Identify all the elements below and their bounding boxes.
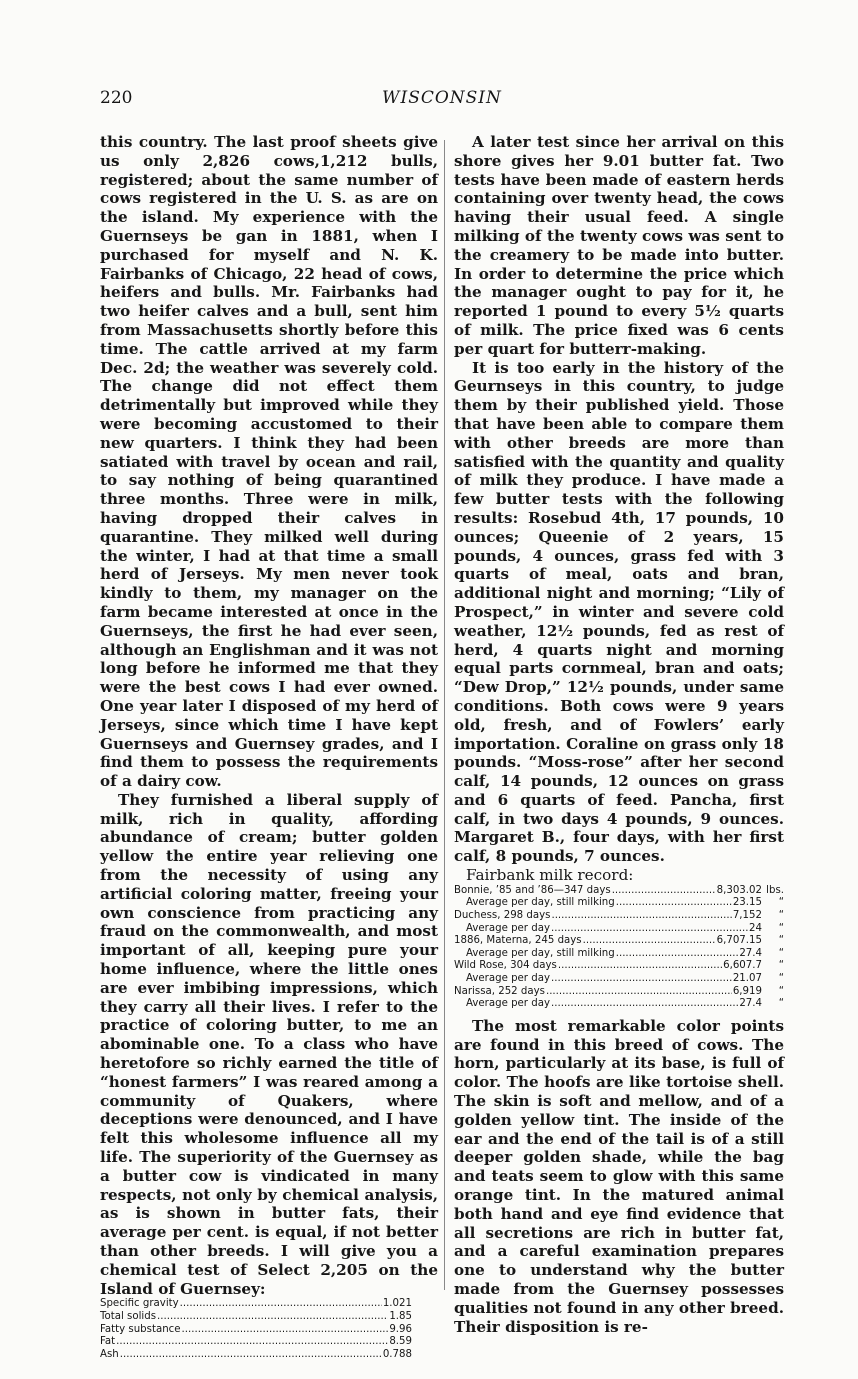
record-row xyxy=(454,986,784,999)
record-unit: “ xyxy=(778,998,784,1010)
record-unit: lbs. xyxy=(766,884,784,896)
record-unit: “ xyxy=(778,985,784,997)
record-label: 1886, Materna, 245 days xyxy=(454,935,582,947)
record-unit: “ xyxy=(778,947,784,959)
analysis-row xyxy=(100,1324,412,1337)
record-row xyxy=(454,923,784,936)
running-title: WISCONSIN xyxy=(382,88,502,108)
record-label: Bonnie, ’85 and ’86—347 days xyxy=(454,884,611,896)
record-value: 27.4 xyxy=(739,998,762,1010)
record-row xyxy=(454,897,784,910)
analysis-value: 9.96 xyxy=(389,1323,412,1335)
right-column xyxy=(454,133,784,1336)
chemical-analysis-table xyxy=(100,1298,412,1361)
analysis-label: Total solids xyxy=(100,1311,157,1322)
record-unit: “ xyxy=(778,910,784,922)
analysis-row xyxy=(100,1298,412,1311)
record-row xyxy=(454,973,784,986)
record-label: Duchess, 298 days xyxy=(454,910,551,922)
analysis-row xyxy=(100,1336,412,1349)
paragraph: It is too early in the history of the Geurnseys in this country, to judge them by their published yield. Those that have been able to compare them with other breeds are more than satisfied with the quantity and quality of milk they produce. I have made a few butter tests with the following results: Rosebud 4th, 17 pounds, 10 ounces; Queenie of 2 years, 15 pounds, 4 ounces, grass fed with 3 quarts of meal, oats and bran, additional night and morning; “Lily of Prospect,” in winter and severe cold weather, 12½ pounds, fed as rest of herd, 4 quarts night and morning equal parts cornmeal, bran and oats; “Dew Drop,” 12½ pounds, under same conditions. Both cows were 9 years old, fresh, and of Fowlers’ early importation. Coraline on grass only 18 pounds. “Moss-rose” after her second calf, 14 pounds, 12 ounces on grass and 6 quarts of feed. Pancha, first calf, in two days 4 pounds, 9 ounces. Margaret B., four days, with her first calf, 8 pounds, 7 ounces. xyxy=(454,358,784,866)
record-row xyxy=(454,910,784,923)
record-value: 21.07 xyxy=(732,973,762,985)
record-label: Average per day, still milking xyxy=(466,897,615,909)
record-row xyxy=(454,960,784,973)
record-value: 6,607.7 xyxy=(723,960,762,972)
paragraph: They furnished a liberal supply of milk, rich in quality, affording abundance of cream; butter golden yellow the entire year relieving one from the necessity of using any artificial coloring matter, freeing your own conscience from practicing any fraud on the commonwealth, and most important of all, keeping pure your home influence, where the little ones are ever imbibing impressions, which they carry all their lives. I refer to the practice of coloring butter, to me an abominable one. To a class who have heretofore so richly earned the title of “honest farmers” I was reared among a community of Quakers, where deceptions were denounced, and I have felt this wholesome influence all my life. The superiority of the Guernsey as a butter cow is vindicated in many respects, not only by chemical analysis, as is shown in butter fats, their average per cent. is equal, if not better than other breeds. I will give you a chemical test of Select 2,205 on the Island of Guernsey: xyxy=(100,790,438,1298)
record-label: Average per day xyxy=(466,973,550,985)
record-unit: “ xyxy=(778,960,784,972)
record-value: 8,303.02 xyxy=(716,884,762,896)
record-row xyxy=(454,948,784,961)
record-unit: “ xyxy=(778,935,784,947)
record-label: Average per day xyxy=(466,998,550,1010)
paragraph: The most remarkable color points are found in this breed of cows. The horn, particularly at its base, is full of color. The hoofs are like tortoise shell. The skin is soft and mellow, and of a golden yellow tint. The inside of the ear and the end of the tail is of a still deeper golden shade, while the bag and teats seem to glow with this same orange tint. In the matured animal both hand and eye find evidence that all secretions are rich in butter fat, and a careful examination prepares one to understand why the butter made from the Guernsey possesses qualities not found in any other breed. Their disposition is re- xyxy=(454,1016,784,1336)
analysis-row xyxy=(100,1311,412,1324)
record-value: 7,152 xyxy=(732,910,762,922)
analysis-value: 1.85 xyxy=(389,1311,412,1322)
analysis-value: 1.021 xyxy=(382,1298,412,1310)
record-unit: “ xyxy=(778,922,784,934)
analysis-value: 8.59 xyxy=(389,1336,412,1348)
record-label: Wild Rose, 304 days xyxy=(454,960,557,972)
page-number: 220 xyxy=(100,88,133,108)
record-row xyxy=(454,885,784,898)
record-value: 27.4 xyxy=(739,947,762,959)
analysis-label: Ash xyxy=(100,1348,119,1360)
record-value: 23.15 xyxy=(732,897,762,909)
analysis-label: Fatty substance xyxy=(100,1323,181,1335)
record-label: Average per day, still milking xyxy=(466,947,615,959)
left-column xyxy=(100,133,438,1361)
record-label: Narissa, 252 days xyxy=(454,985,545,997)
column-divider xyxy=(444,140,445,1290)
record-value: 24 xyxy=(749,922,762,934)
analysis-label: Specific gravity xyxy=(100,1298,179,1310)
record-row xyxy=(454,998,784,1011)
paragraph: this country. The last proof sheets give us only 2,826 cows,1,212 bulls, registered; about the same number of cows registered in the U. S. as are on the island. My experience with the Guernseys be gan in 1881, when I purchased for myself and N. K. Fairbanks of Chicago, 22 head of cows, heifers and bulls. Mr. Fairbanks had two heifer calves and a bull, sent him from Massachusetts shortly before this time. The cattle arrived at my farm Dec. 2d; the weather was severely cold. The change did not effect them detrimentally but improved while they were becoming accustomed to their new quarters. I think they had been satiated with travel by ocean and rail, to say nothing of being quarantined three months. Three were in milk, having dropped their calves in quarantine. They milked well during the winter, I had at that time a small herd of Jerseys. My men never took kindly to them, my manager on the farm became interested at once in the Guernseys, the first he had ever seen, although an Englishman and it was not long before he informed me that they were the best cows I had ever owned. One year later I disposed of my herd of Jerseys, since which time I have kept Guernseys and Guernsey grades, and I find them to possess the requirements of a dairy cow. xyxy=(100,133,438,791)
record-value: 6,919 xyxy=(732,985,762,997)
paragraph: A later test since her arrival on this shore gives her 9.01 butter fat. Two tests have been made of eastern herds containing over twenty head, the cows having their usual feed. A single milking of the twenty cows was sent to the creamery to be made into butter. In order to determine the price which the manager ought to pay for it, he reported 1 pound to every 5½ quarts of milk. The price fixed was 6 cents per quart for butterr-making. xyxy=(454,133,784,358)
page-header xyxy=(0,88,858,112)
record-unit: “ xyxy=(778,897,784,909)
record-value: 6,707.15 xyxy=(716,935,762,947)
record-title: Fairbank milk record: xyxy=(466,866,634,885)
milk-record-table xyxy=(454,885,784,1011)
analysis-label: Fat xyxy=(100,1336,116,1348)
analysis-value: 0.788 xyxy=(382,1348,412,1360)
record-row xyxy=(454,935,784,948)
record-label: Average per day xyxy=(466,922,550,934)
record-unit: “ xyxy=(778,973,784,985)
analysis-row xyxy=(100,1349,412,1362)
